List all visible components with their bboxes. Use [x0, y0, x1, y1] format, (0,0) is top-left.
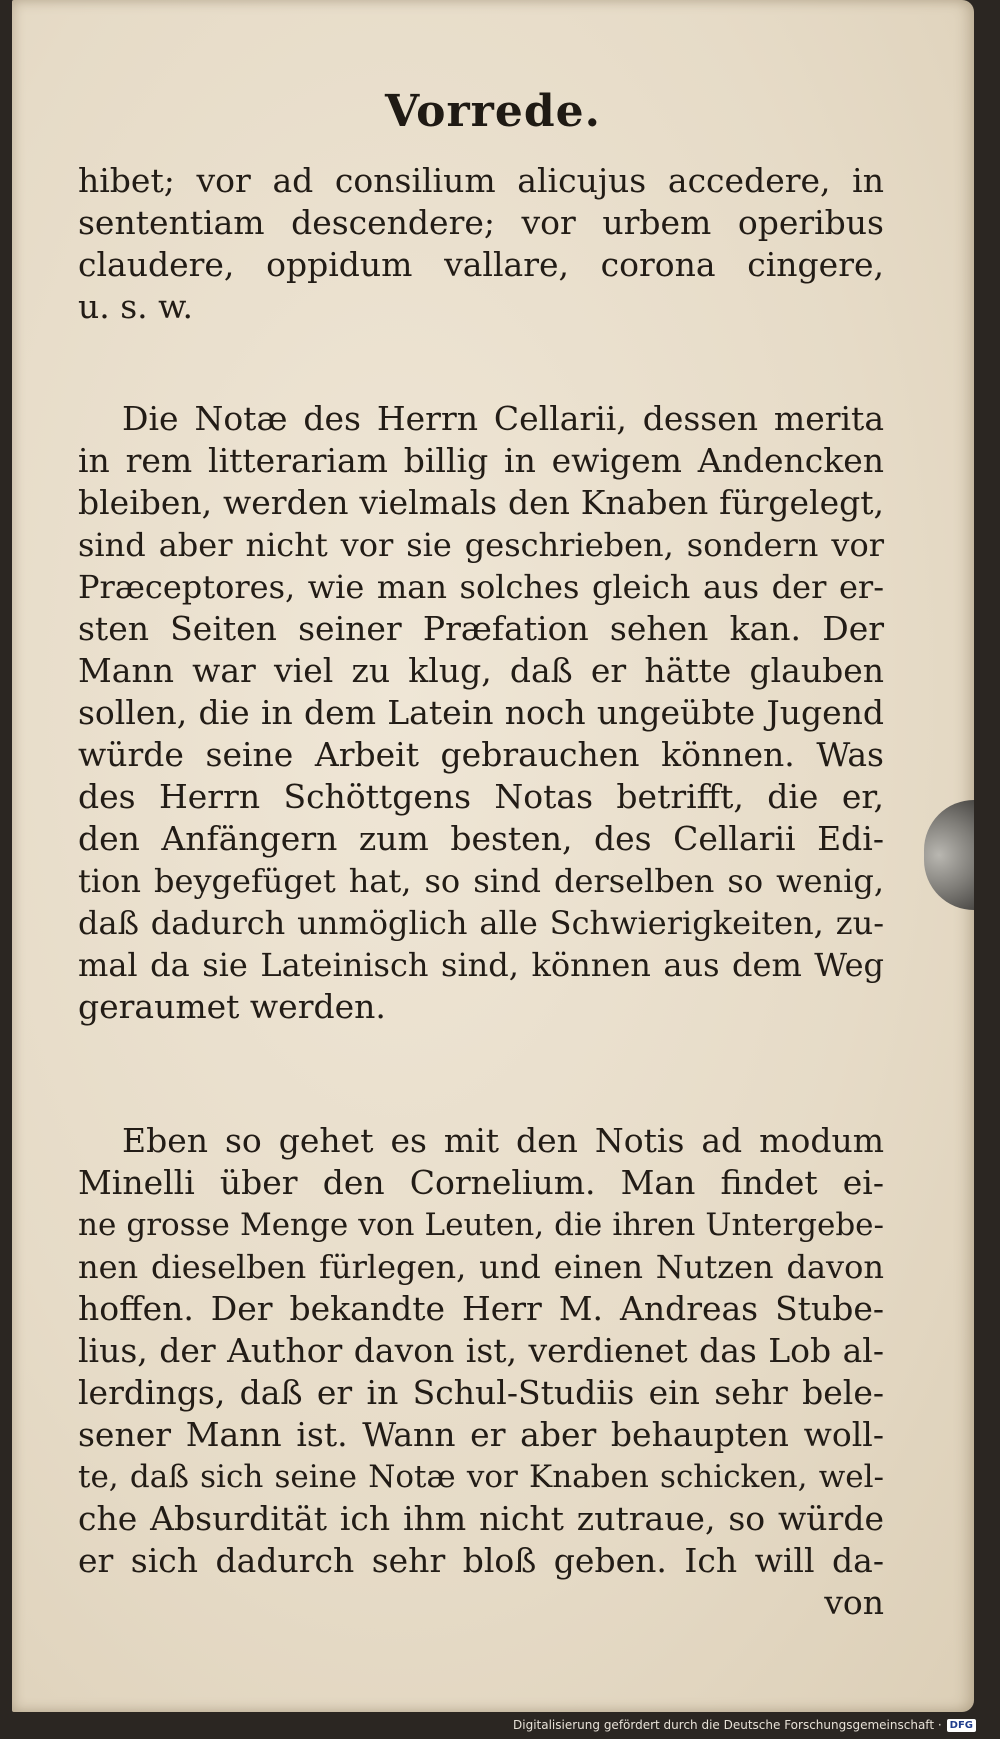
running-head: Vorrede.: [385, 86, 601, 137]
text-line: ne grosse Menge von Leuten, die ihren Untergebe-: [78, 1207, 884, 1243]
text-line: u. s. w.: [78, 287, 193, 326]
text-line: claudere, oppidum vallare, corona cingere,: [78, 245, 884, 284]
text-line: hoffen. Der bekandte Herr M. Andreas Stube-: [78, 1289, 884, 1328]
text-line: daß dadurch unmöglich alle Schwierigkeiten, zu-: [78, 904, 884, 942]
text-line: bleiben, werden vielmals den Knaben fürgelegt,: [78, 483, 884, 522]
text-line: Die Notæ des Herrn Cellarii, dessen merita: [122, 399, 884, 438]
text-line: lerdings, daß er in Schul-Studiis ein sehr bele-: [78, 1373, 884, 1412]
text-line: in rem litterariam billig in ewigem Andencken: [78, 441, 884, 480]
book-page: [12, 0, 974, 1712]
text-line: würde seine Arbeit gebrauchen können. Was: [78, 735, 884, 774]
text-line: den Anfängern zum besten, des Cellarii Edi-: [78, 819, 884, 858]
digitization-credit: [513, 1718, 976, 1732]
paragraph-1: [78, 160, 884, 328]
text-line: Mann war viel zu klug, daß er hätte glauben: [78, 651, 884, 690]
text-line: sener Mann ist. Wann er aber behaupten woll-: [78, 1415, 884, 1454]
text-line: sententiam descendere; vor urbem operibus: [78, 203, 884, 242]
text-line: des Herrn Schöttgens Notas betrifft, die er,: [78, 777, 884, 816]
text-line: geraumet werden.: [78, 987, 386, 1026]
text-line: nen dieselben fürlegen, und einen Nutzen davon: [78, 1248, 884, 1286]
text-line: sollen, die in dem Latein noch ungeübte Jugend: [78, 693, 884, 732]
paragraph-3: [78, 1120, 884, 1624]
text-line: Eben so gehet es mit den Notis ad modum: [122, 1121, 884, 1160]
text-line: sten Seiten seiner Præfation sehen kan. Der: [78, 609, 884, 648]
text-line: sind aber nicht vor sie geschrieben, sondern vor: [78, 526, 884, 564]
text-line: Præceptores, wie man solches gleich aus der er-: [78, 568, 884, 606]
text-line: te, daß sich seine Notæ vor Knaben schicken, wel-: [78, 1459, 884, 1495]
catchword: von: [824, 1583, 884, 1622]
text-line: lius, der Author davon ist, verdienet das Lob al-: [78, 1331, 884, 1370]
paragraph-2: [78, 398, 884, 1028]
text-line: tion beygefüget hat, so sind derselben so wenig,: [78, 862, 884, 900]
page-clip: [924, 800, 974, 910]
text-line: hibet; vor ad consilium alicujus accedere, in: [78, 161, 884, 200]
credit-text: Digitalisierung gefördert durch die Deutsche Forschungsgemeinschaft ·: [513, 1718, 942, 1732]
text-line: Minelli über den Cornelium. Man findet ei-: [78, 1163, 884, 1202]
dfg-logo: DFG: [947, 1719, 976, 1732]
text-line: er sich dadurch sehr bloß geben. Ich will da-: [78, 1541, 884, 1580]
text-line: mal da sie Lateinisch sind, können aus dem Weg: [78, 946, 884, 984]
text-line: che Absurdität ich ihm nicht zutraue, so würde: [78, 1499, 884, 1538]
